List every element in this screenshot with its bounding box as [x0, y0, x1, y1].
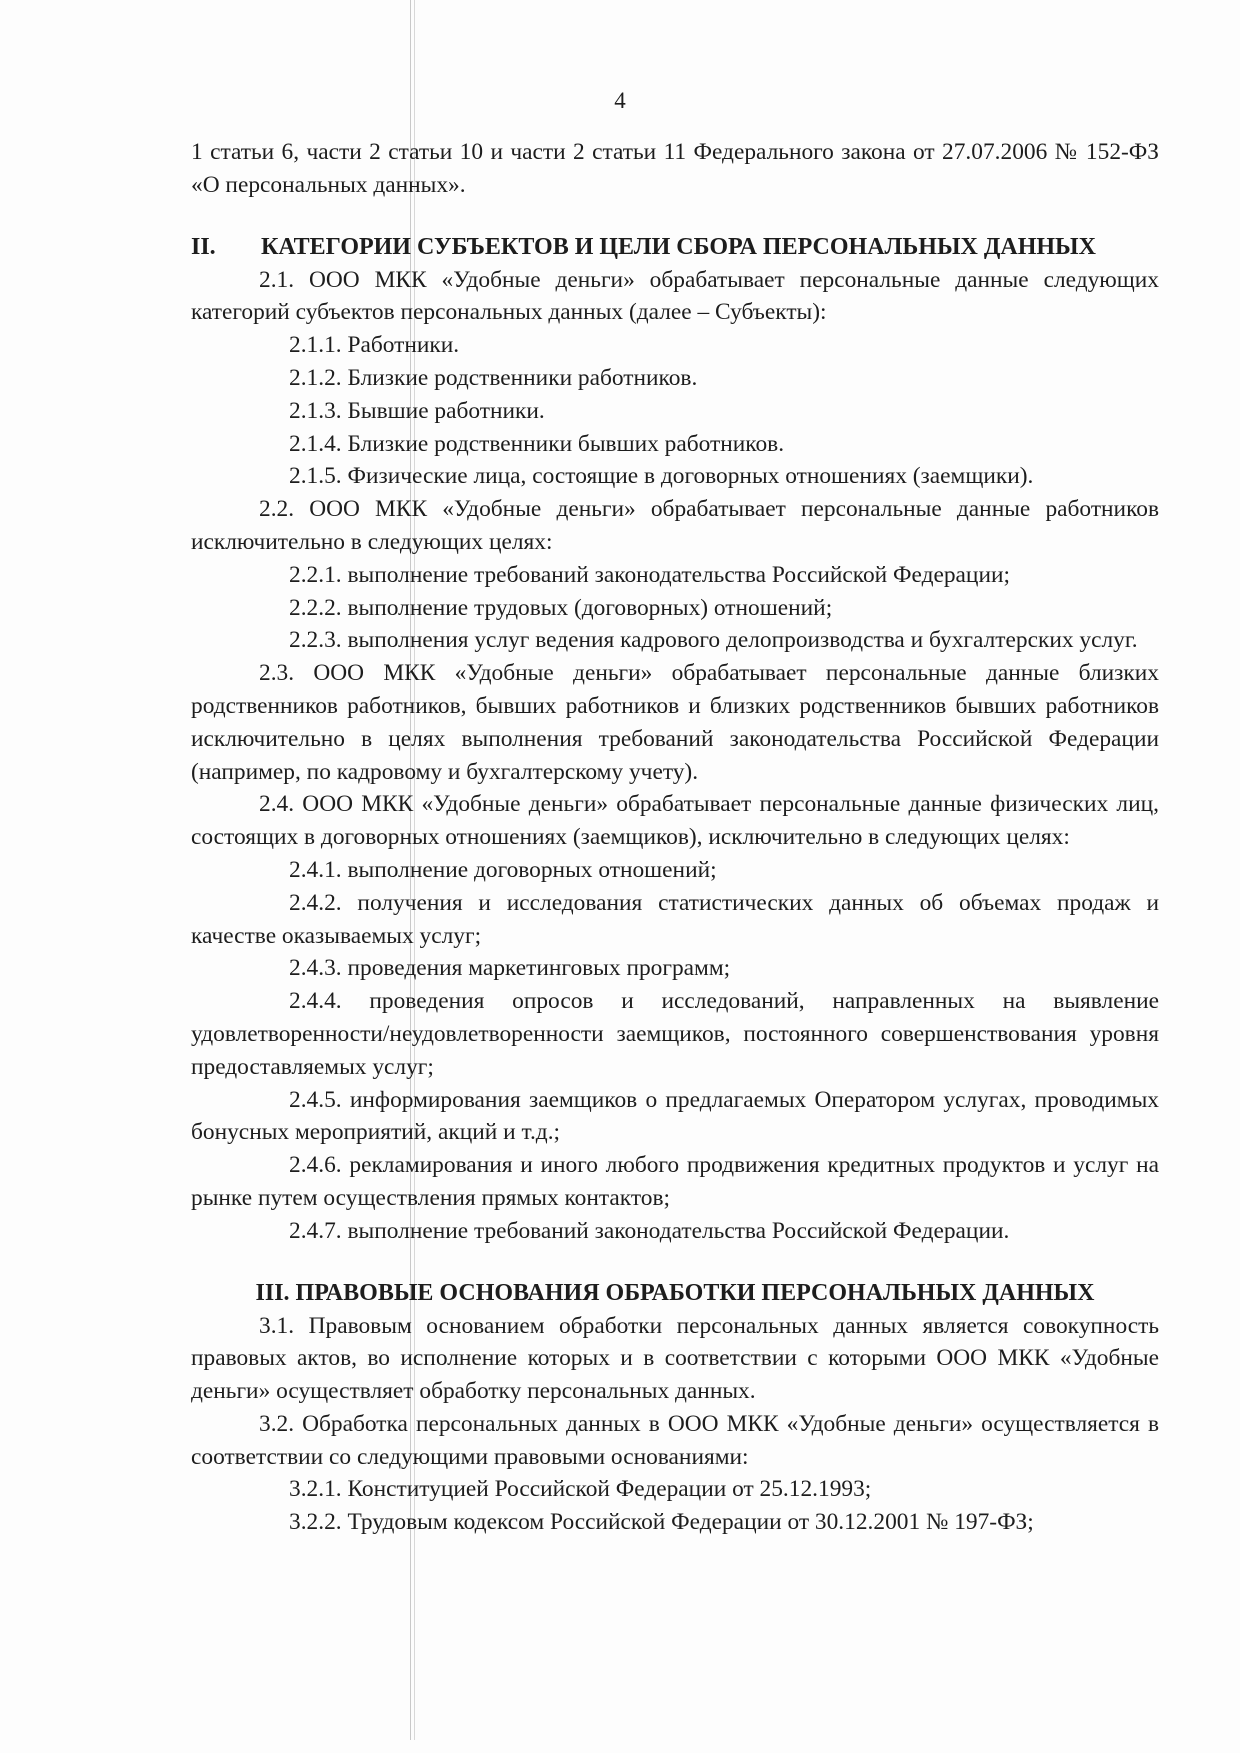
- list-item-2-1-1: 2.1.1. Работники.: [289, 332, 460, 359]
- list-item-2-1-4: 2.1.4. Близкие родственники бывших работников.: [289, 430, 785, 457]
- list-item-2-4-6: 2.4.6. рекламирования и иного любого продвижения кредитных продуктов и услуг на рынке путем осуществления прямых контактов;: [191, 1152, 1159, 1211]
- list-item-2-4-3: 2.4.3. проведения маркетинговых программ;: [289, 955, 731, 982]
- paragraph-3-1: 3.1. Правовым основанием обработки персональных данных является совокупность правовых актов, во исполнение которых и в соответствии с которыми ООО МКК «Удобные деньги» осуществляет обработку персональных данных.: [191, 1312, 1159, 1405]
- list-item-2-4-5: 2.4.5. информирования заемщиков о предлагаемых Оператором услугах, проводимых бонусных мероприятий, акций и т.д.;: [191, 1086, 1159, 1146]
- section-2-heading: [191, 230, 1159, 264]
- section-3-heading: III. ПРАВОВЫЕ ОСНОВАНИЯ ОБРАБОТКИ ПЕРСОНАЛЬНЫХ ДАННЫХ: [255, 1279, 1095, 1306]
- list-item-2-2-2: 2.2.2. выполнение трудовых (договорных) отношений;: [289, 594, 833, 621]
- intro-paragraph: 1 статьи 6, части 2 статьи 10 и части 2 статьи 11 Федерального закона от 27.07.2006 № 152-ФЗ «О персональных данных».: [191, 139, 1159, 198]
- list-item-3-2-2: 3.2.2. Трудовым кодексом Российской Федерации от 30.12.2001 № 197-ФЗ;: [289, 1509, 1034, 1536]
- list-item-2-4-7: 2.4.7. выполнение требований законодательства Российской Федерации.: [289, 1217, 1010, 1244]
- page-number: 4: [614, 88, 626, 113]
- list-item-3-2-1: 3.2.1. Конституцией Российской Федерации от 25.12.1993;: [289, 1476, 872, 1503]
- paragraph-3-2: 3.2. Обработка персональных данных в ООО МКК «Удобные деньги» осуществляется в соответствии со следующими правовыми основаниями:: [191, 1410, 1159, 1470]
- paragraph-2-3: 2.3. ООО МКК «Удобные деньги» обрабатывает персональные данные близких родственников работников, бывших работников и близких родственников бывших работников исключительно в целях выполнения требований законодательства Российской Федерации (например, по кадровому и бухгалтерскому учету).: [191, 660, 1159, 785]
- paragraph-2-1: 2.1. ООО МКК «Удобные деньги» обрабатывает персональные данные следующих категорий субъектов персональных данных (далее – Субъекты):: [191, 266, 1159, 326]
- section-2-number: II.: [191, 233, 216, 260]
- list-item-2-1-3: 2.1.3. Бывшие работники.: [289, 397, 545, 424]
- list-item-2-4-2: 2.4.2. получения и исследования статистических данных об объемах продаж и качестве оказываемых услуг;: [191, 889, 1159, 949]
- list-item-2-1-2: 2.1.2. Близкие родственники работников.: [289, 364, 698, 391]
- list-item-2-4-1: 2.4.1. выполнение договорных отношений;: [289, 856, 717, 883]
- list-item-2-2-1: 2.2.1. выполнение требований законодательства Российской Федерации;: [289, 561, 1010, 588]
- paragraph-2-2: 2.2. ООО МКК «Удобные деньги» обрабатывает персональные данные работников исключительно в следующих целях:: [191, 496, 1159, 555]
- list-item-2-2-3: 2.2.3. выполнения услуг ведения кадрового делопроизводства и бухгалтерских услуг.: [289, 627, 1138, 654]
- paragraph-2-4: 2.4. ООО МКК «Удобные деньги» обрабатывает персональные данные физических лиц, состоящих в договорных отношениях (заемщиков), исключительно в следующих целях:: [191, 791, 1159, 851]
- list-item-2-4-4: 2.4.4. проведения опросов и исследований, направленных на выявление удовлетворенности/неудовлетворенности заемщиков, постоянного совершенствования уровня предоставляемых услуг;: [191, 988, 1159, 1080]
- document-body: [191, 136, 1159, 1539]
- list-item-2-1-5: 2.1.5. Физические лица, состоящие в договорных отношениях (заемщики).: [289, 463, 1034, 490]
- section-2-title: КАТЕГОРИИ СУБЪЕКТОВ И ЦЕЛИ СБОРА ПЕРСОНАЛЬНЫХ ДАННЫХ: [261, 233, 1096, 260]
